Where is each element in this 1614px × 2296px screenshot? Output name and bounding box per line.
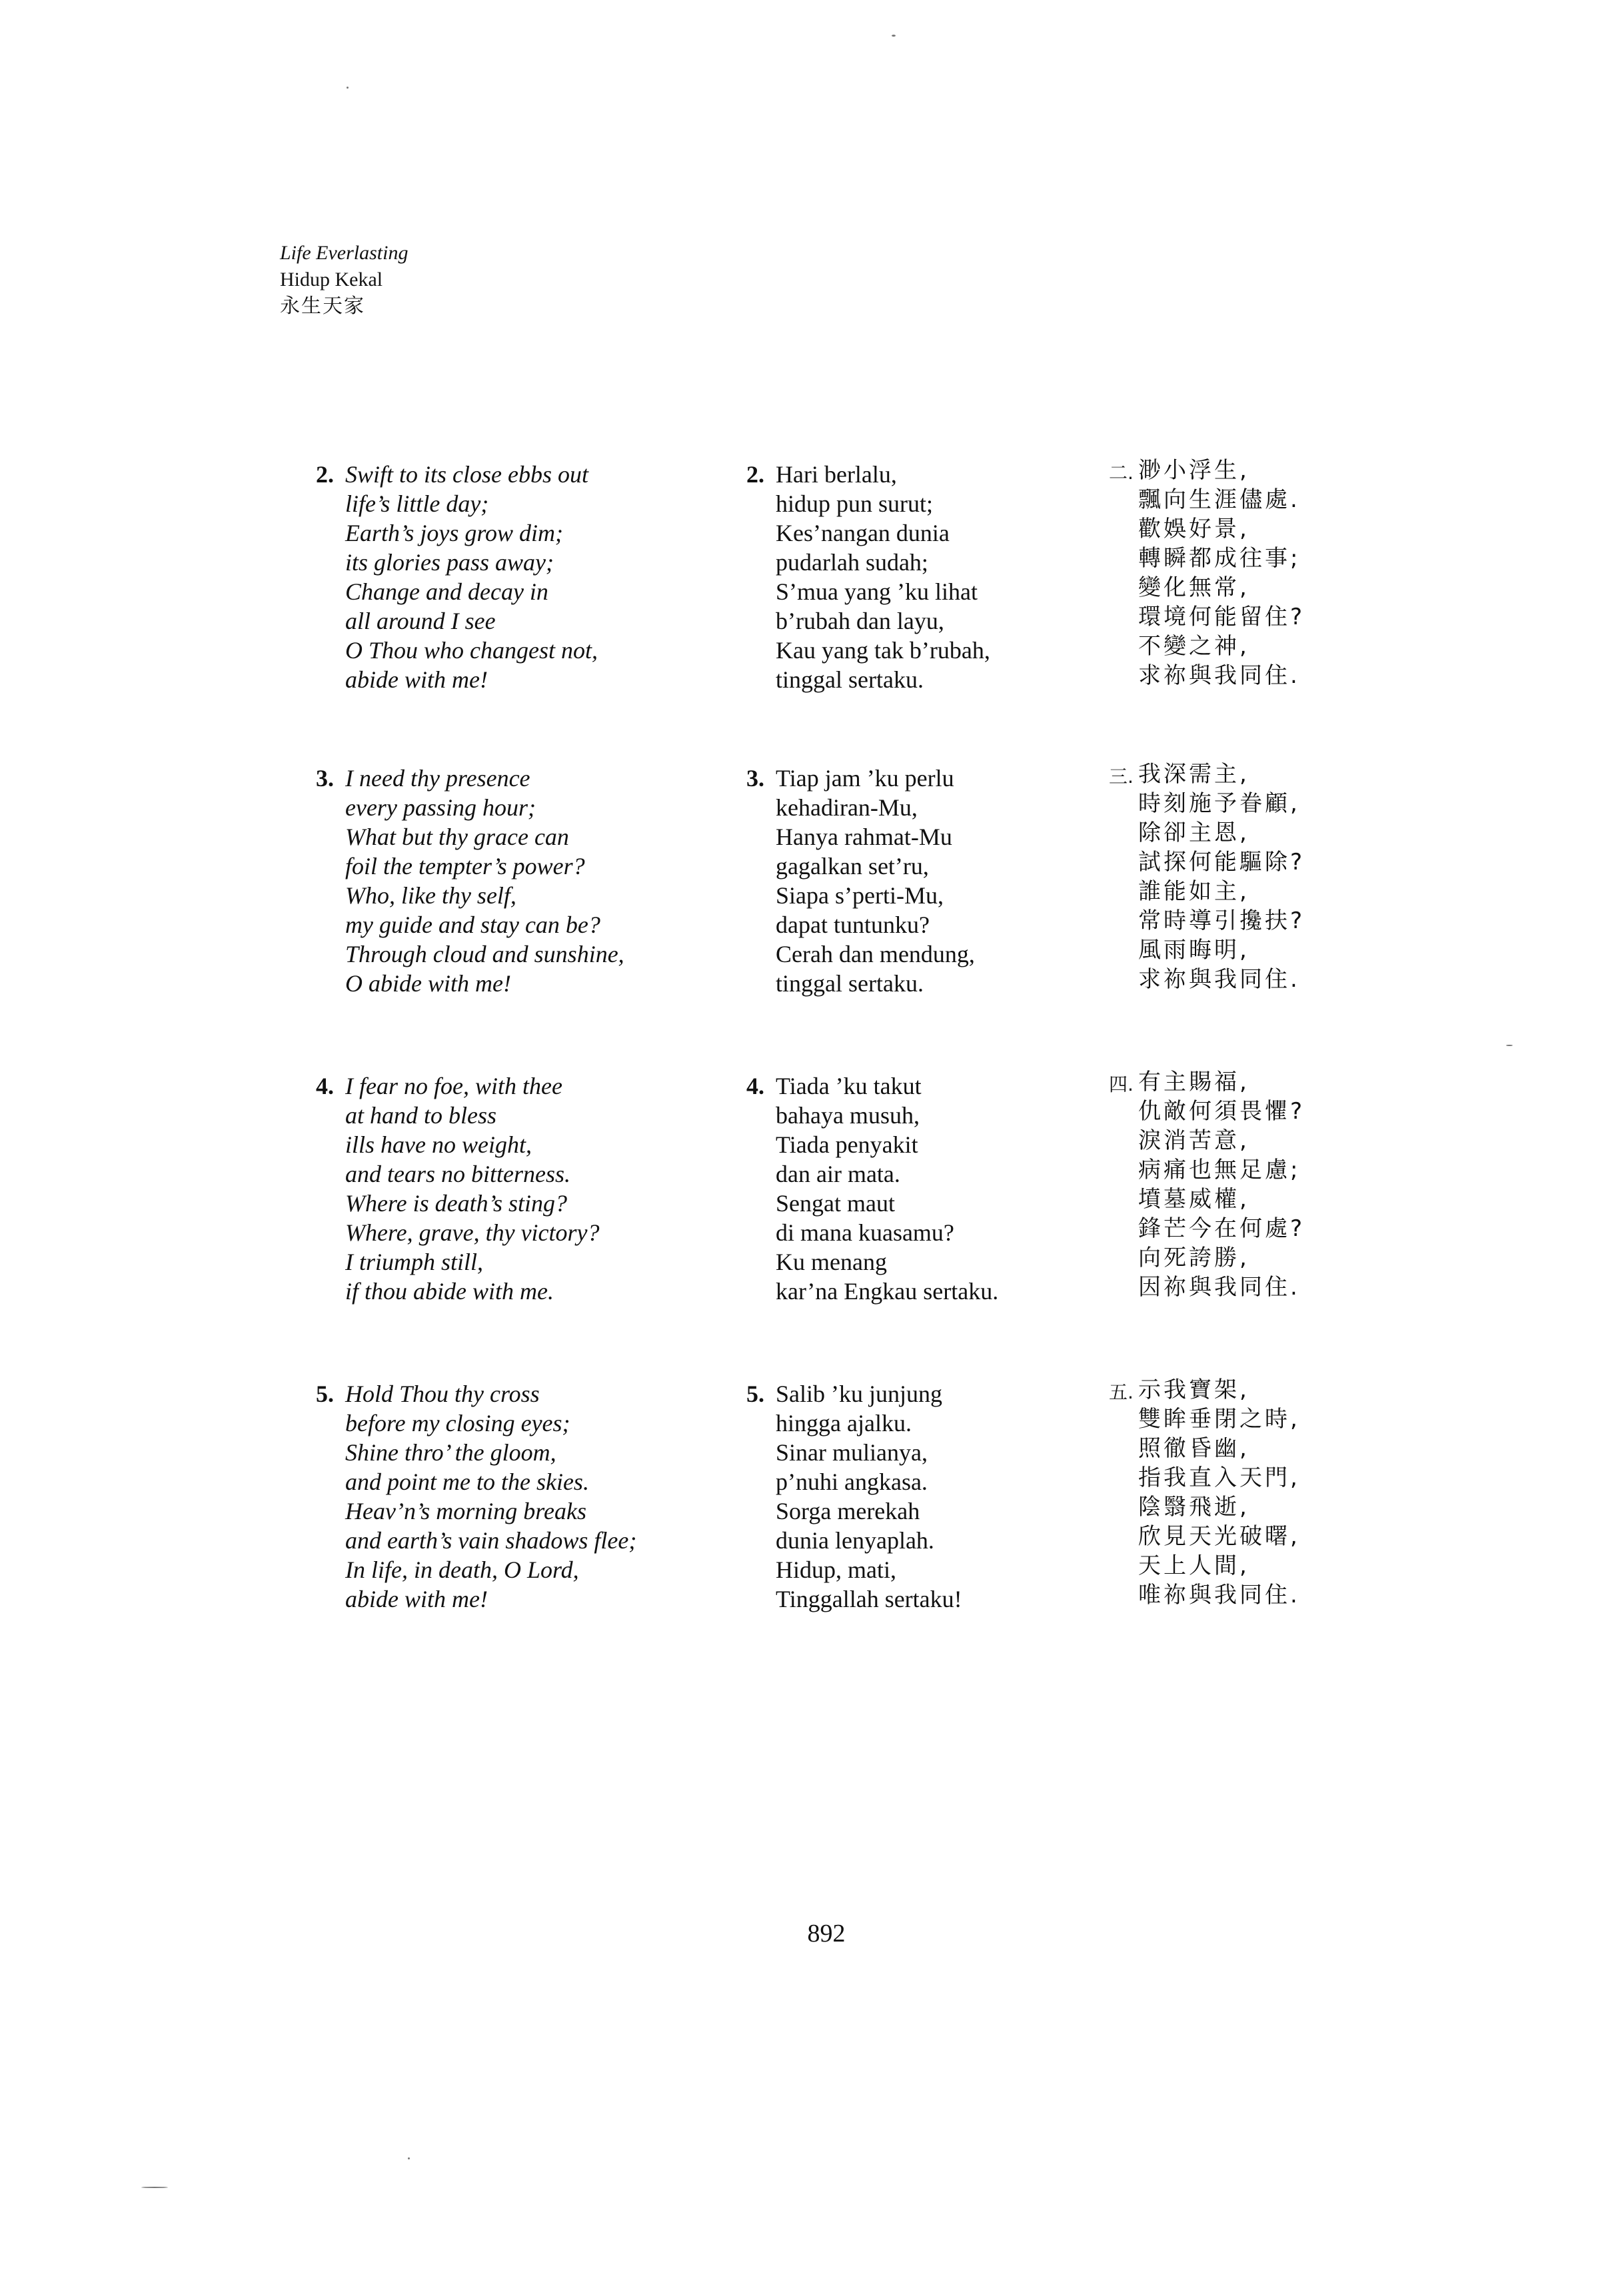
verse-line: 陰翳飛逝, — [1138, 1494, 1249, 1520]
verse-line: every passing hour; — [345, 794, 536, 821]
verse-line: abide with me! — [345, 1586, 488, 1612]
verse-line: I triumph still, — [345, 1249, 484, 1275]
verse-line: 示我寶架, — [1138, 1377, 1249, 1403]
verse-line: Siapa s’perti-Mu, — [776, 882, 944, 909]
verse-line: 向死誇勝, — [1138, 1245, 1249, 1271]
verse-number: 五. — [1109, 1381, 1134, 1403]
verse-line: Hold Thou thy cross — [345, 1381, 540, 1407]
verse-line: O Thou who changest not, — [345, 637, 598, 664]
verse-line: 環境何能留住? — [1138, 604, 1305, 630]
verse-line: hidup pun surut; — [776, 490, 934, 517]
verse-line: 天上人間, — [1138, 1552, 1249, 1579]
verse-line: Swift to its close ebbs out — [345, 461, 588, 488]
scan-speck — [141, 2187, 168, 2188]
verse-line: pudarlah sudah; — [776, 549, 928, 576]
verse-number: 2. — [746, 461, 764, 488]
verse-line: 淚消苦意, — [1138, 1127, 1249, 1154]
verse-number: 2. — [316, 461, 334, 488]
verse-line: Who, like thy self, — [345, 882, 516, 909]
verse-line: 欣見天光破曙, — [1138, 1523, 1300, 1550]
verse-line: 鋒芒今在何處? — [1138, 1215, 1305, 1242]
verse-line: hingga ajalku. — [776, 1410, 912, 1436]
verse-line: Shine thro’ the gloom, — [345, 1439, 556, 1466]
verse-line: dan air mata. — [776, 1161, 900, 1187]
verse-line: 指我直入天門, — [1138, 1464, 1300, 1491]
verse-line: Heav’n’s morning breaks — [345, 1498, 586, 1524]
verse-line: Tiada ’ku takut — [776, 1073, 922, 1099]
verse-line: and point me to the skies. — [345, 1468, 589, 1495]
verse-line: at hand to bless — [345, 1102, 497, 1129]
verse-line: dunia lenyaplah. — [776, 1527, 934, 1554]
scan-speck — [347, 87, 349, 89]
verse-line: Salib ’ku junjung — [776, 1381, 942, 1407]
scan-speck — [1506, 1045, 1513, 1046]
verse-line: 求祢與我同住. — [1138, 966, 1300, 993]
verse-line: Kes’nangan dunia — [776, 520, 950, 546]
verse-line: Cerah dan mendung, — [776, 941, 975, 967]
scan-speck — [892, 35, 896, 37]
verse-line: Tiada penyakit — [776, 1131, 918, 1158]
title-english: Life Everlasting — [280, 242, 408, 264]
verse-number: 4. — [746, 1073, 764, 1099]
verse-line: dapat tuntunku? — [776, 911, 930, 938]
verse-number: 5. — [316, 1381, 334, 1407]
verse-line: 常時導引攙扶? — [1138, 907, 1305, 934]
verse-line: Sengat maut — [776, 1190, 895, 1217]
verse-line: Tiap jam ’ku perlu — [776, 765, 954, 792]
verse-line: Through cloud and sunshine, — [345, 941, 624, 967]
verse-line: its glories pass away; — [345, 549, 554, 576]
verse-line: life’s little day; — [345, 490, 489, 517]
verse-line: 渺小浮生, — [1138, 457, 1249, 484]
verse-line: Hanya rahmat-Mu — [776, 824, 952, 850]
verse-line: my guide and stay can be? — [345, 911, 600, 938]
verse-line: if thou abide with me. — [345, 1278, 554, 1305]
verse-line: S’mua yang ’ku lihat — [776, 578, 978, 605]
title-indonesian: Hidup Kekal — [280, 269, 383, 290]
verse-line: before my closing eyes; — [345, 1410, 570, 1436]
verse-line: b’rubah dan layu, — [776, 608, 944, 634]
verse-line: p’nuhi angkasa. — [776, 1468, 928, 1495]
verse-number: 4. — [316, 1073, 334, 1099]
verse-line: tinggal sertaku. — [776, 666, 924, 693]
verse-line: 照徹昏幽, — [1138, 1435, 1249, 1462]
verse-line: Earth’s joys grow dim; — [345, 520, 564, 546]
verse-line: Kau yang tak b’rubah, — [776, 637, 990, 664]
verse-line: In life, in death, O Lord, — [345, 1556, 579, 1583]
verse-line: 病痛也無足慮; — [1138, 1157, 1301, 1183]
page-number: 892 — [807, 1920, 846, 1948]
verse-line: all around I see — [345, 608, 496, 634]
verse-line: 我深需主, — [1138, 761, 1249, 788]
verse-line: foil the tempter’s power? — [345, 853, 585, 879]
verse-line: 誰能如主, — [1138, 878, 1249, 905]
verse-line: Ku menang — [776, 1249, 887, 1275]
verse-line: I need thy presence — [345, 765, 530, 792]
verse-line: gagalkan set’ru, — [776, 853, 929, 879]
verse-line: 除卻主恩, — [1138, 820, 1249, 846]
verse-line: 仇敵何須畏懼? — [1138, 1098, 1305, 1125]
verse-line: Hari berlalu, — [776, 461, 897, 488]
verse-line: tinggal sertaku. — [776, 970, 924, 997]
verse-line: Tinggallah sertaku! — [776, 1586, 962, 1612]
verse-line: bahaya musuh, — [776, 1102, 920, 1129]
verse-line: 墳墓威權, — [1138, 1186, 1249, 1213]
verse-line: kehadiran-Mu, — [776, 794, 918, 821]
title-chinese: 永生天家 — [280, 294, 365, 318]
verse-line: Hidup, mati, — [776, 1556, 896, 1583]
verse-line: kar’na Engkau sertaku. — [776, 1278, 999, 1305]
verse-number: 二. — [1109, 462, 1134, 484]
verse-number: 三. — [1109, 766, 1134, 788]
verse-line: ills have no weight, — [345, 1131, 532, 1158]
verse-line: 歡娛好景, — [1138, 516, 1249, 542]
verse-number: 3. — [316, 765, 334, 792]
verse-line: 雙眸垂閉之時, — [1138, 1406, 1300, 1433]
verse-line: Where is death’s sting? — [345, 1190, 567, 1217]
verse-line: What but thy grace can — [345, 824, 569, 850]
verse-line: 有主賜福, — [1138, 1069, 1249, 1095]
verse-line: Change and decay in — [345, 578, 548, 605]
verse-line: O abide with me! — [345, 970, 511, 997]
verse-line: 風雨晦明, — [1138, 937, 1249, 963]
verse-line: Sorga merekah — [776, 1498, 920, 1524]
verse-line: 試探何能驅除? — [1138, 849, 1305, 875]
verse-line: 因祢與我同住. — [1138, 1274, 1300, 1301]
verse-line: and tears no bitterness. — [345, 1161, 570, 1187]
scan-speck — [408, 2157, 410, 2159]
verse-line: Sinar mulianya, — [776, 1439, 928, 1466]
verse-line: Where, grave, thy victory? — [345, 1219, 600, 1246]
verse-line: 時刻施予眷顧, — [1138, 790, 1300, 817]
verse-line: di mana kuasamu? — [776, 1219, 954, 1246]
verse-line: 飄向生涯儘處. — [1138, 486, 1300, 513]
verse-line: 不變之神, — [1138, 633, 1249, 660]
verse-line: 求祢與我同住. — [1138, 662, 1300, 689]
verse-number: 5. — [746, 1381, 764, 1407]
verse-line: I fear no foe, with thee — [345, 1073, 562, 1099]
verse-line: 轉瞬都成往事; — [1138, 545, 1301, 572]
verse-line: abide with me! — [345, 666, 488, 693]
verse-line: and earth’s vain shadows flee; — [345, 1527, 637, 1554]
verse-number: 四. — [1109, 1073, 1134, 1095]
verse-number: 3. — [746, 765, 764, 792]
verse-line: 變化無常, — [1138, 574, 1249, 601]
verse-line: 唯祢與我同住. — [1138, 1582, 1300, 1608]
hymn-header — [280, 240, 408, 320]
